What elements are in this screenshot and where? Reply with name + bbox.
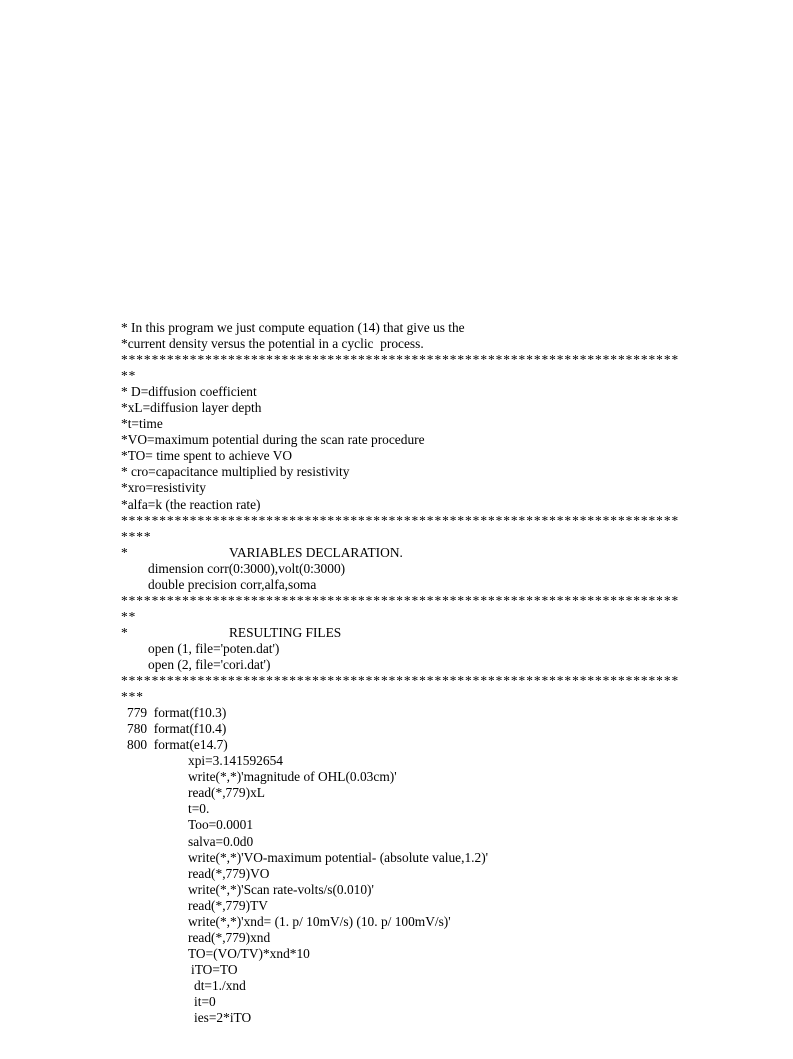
code-line: open (2, file='cori.dat'): [148, 656, 271, 672]
comment-marker: *: [121, 624, 128, 640]
code-line: read(*,779)TV: [188, 897, 268, 913]
asterisk-separator: *************************************************************************: [121, 512, 680, 528]
comment-line: * cro=capacitance multiplied by resistivity: [121, 464, 350, 480]
asterisk-separator-wrap: ****: [121, 528, 152, 544]
code-line: write(*,*)'magnitude of OHL(0.03cm)': [188, 769, 397, 785]
code-line: iTO=TO: [191, 961, 238, 977]
comment-line: *TO= time spent to achieve VO: [121, 448, 293, 464]
code-line: write(*,*)'VO-maximum potential- (absolute value,1.2)': [188, 849, 489, 865]
asterisk-separator: *************************************************************************: [121, 592, 680, 608]
comment-line: *xL=diffusion layer depth: [121, 400, 262, 416]
comment-line: *t=time: [121, 416, 163, 432]
comment-line: *VO=maximum potential during the scan rate procedure: [121, 432, 425, 448]
code-line: write(*,*)'Scan rate-volts/s(0.010)': [188, 881, 374, 897]
code-line: double precision corr,alfa,soma: [148, 576, 317, 592]
asterisk-separator-wrap: **: [121, 368, 137, 384]
format-statement: 779 format(f10.3): [127, 705, 227, 721]
code-line: xpi=3.141592654: [188, 753, 283, 769]
comment-line: *alfa=k (the reaction rate): [121, 496, 261, 512]
code-line: it=0: [194, 993, 216, 1009]
code-line: read(*,779)VO: [188, 865, 270, 881]
format-statement: 800 format(e14.7): [127, 737, 228, 753]
code-line: t=0.: [188, 801, 210, 817]
comment-marker: *: [121, 544, 128, 560]
code-line: write(*,*)'xnd= (1. p/ 10mV/s) (10. p/ 100mV/s)': [188, 913, 451, 929]
format-statement: 780 format(f10.4): [127, 721, 227, 737]
comment-line: *xro=resistivity: [121, 480, 206, 496]
asterisk-separator-wrap: **: [121, 608, 137, 624]
asterisk-separator-wrap: ***: [121, 689, 144, 705]
code-line: ies=2*iTO: [194, 1010, 252, 1026]
asterisk-separator: *************************************************************************: [121, 673, 680, 689]
comment-line: * D=diffusion coefficient: [121, 384, 257, 400]
code-line: read(*,779)xL: [188, 785, 265, 801]
comment-line: * In this program we just compute equation (14) that give us the: [121, 320, 465, 335]
code-line: dimension corr(0:3000),volt(0:3000): [148, 560, 346, 576]
section-heading: VARIABLES DECLARATION.: [229, 544, 403, 560]
comment-line: *current density versus the potential in a cyclic process.: [121, 336, 424, 352]
code-line: read(*,779)xnd: [188, 929, 271, 945]
code-line: dt=1./xnd: [194, 977, 246, 993]
asterisk-separator: *************************************************************************: [121, 352, 680, 368]
code-line: TO=(VO/TV)*xnd*10: [188, 945, 310, 961]
code-line: open (1, file='poten.dat'): [148, 640, 280, 656]
section-heading: RESULTING FILES: [229, 624, 342, 640]
code-line: Too=0.0001: [188, 817, 254, 833]
code-line: salva=0.0d0: [188, 833, 254, 849]
fortran-source-listing: [0, 320, 793, 1026]
